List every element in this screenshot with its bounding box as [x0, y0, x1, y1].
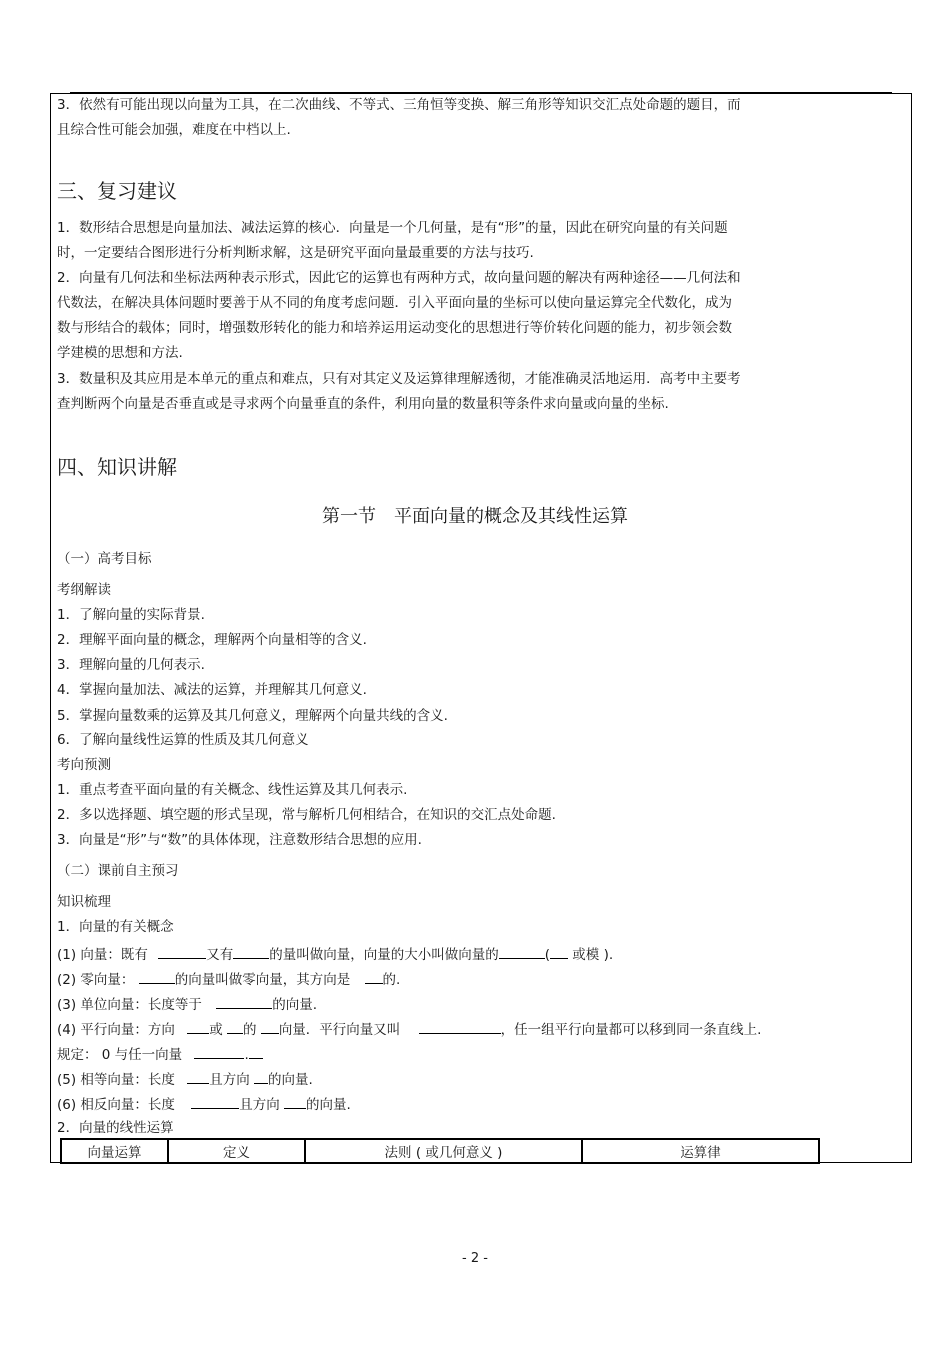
fill-blank [158, 944, 206, 959]
concept-text: 的向量. [268, 1072, 313, 1088]
syllabus-item: 6．了解向量线性运算的性质及其几何意义 [57, 732, 309, 748]
section-3-title: 三、复习建议 [57, 179, 177, 203]
syllabus-item: 2．理解平面向量的概念，理解两个向量相等的含义. [57, 632, 367, 648]
forecast-item: 3．向量是“形”与“数”的具体体现，注意数形结合思想的应用. [57, 832, 422, 848]
lesson-title: 第一节 平面向量的概念及其线性运算 [322, 506, 628, 527]
sec3-p2-line1: 2．向量有几何法和坐标法两种表示形式，因此它的运算也有两种方式，故向量问题的解决有两种途径——几何法和 [57, 270, 741, 286]
syllabus-item: 5．掌握向量数乘的运算及其几何意义，理解两个向量共线的含义. [57, 708, 448, 724]
concept-text: (6) 相反向量：长度 [57, 1097, 175, 1113]
concept-equal-line [57, 1069, 313, 1089]
syllabus-item: 3．理解向量的几何表示. [57, 657, 205, 673]
fill-blank [261, 1019, 279, 1034]
sec3-p3-line1: 3．数量积及其应用是本单元的重点和难点，只有对其定义及运算律理解透彻，才能准确灵活地运用．高考中主要考 [57, 371, 741, 387]
fill-blank [187, 1019, 209, 1034]
concept-opposite-line [57, 1094, 351, 1114]
concept-text: 的 [243, 1022, 257, 1038]
concept-text: 且方向 [239, 1097, 280, 1113]
concept-text: (4) 平行向量：方向 [57, 1022, 175, 1038]
fill-blank [254, 1069, 268, 1084]
table-header-row [61, 1139, 819, 1163]
concept-text: 的. [382, 972, 401, 988]
table-header-cell: 定义 [168, 1139, 305, 1163]
table-header-cell: 法则 ( 或几何意义 ) [305, 1139, 582, 1163]
concept-text: (5) 相等向量：长度 [57, 1072, 175, 1088]
sec3-p2-line2: 代数法，在解决具体问题时要善于从不同的角度考虑问题．引入平面向量的坐标可以使向量运算完全代数化，成为 [57, 295, 732, 311]
concept-text: ，任一组平行向量都可以移到同一条直线上. [500, 1022, 762, 1038]
fill-blank [550, 944, 568, 959]
forecast-item: 2．多以选择题、填空题的形式呈现，常与解析几何相结合，在知识的交汇点处命题. [57, 807, 556, 823]
fill-blank [187, 1069, 209, 1084]
concept-vector-line [57, 944, 613, 964]
concept-text: 的向量. [272, 997, 318, 1013]
knowledge-heading: 知识梳理 [57, 894, 111, 910]
fill-blank [191, 1094, 239, 1109]
concept-parallel-line [57, 1019, 761, 1039]
concept-text: 规定： 0 与任一向量 [57, 1047, 183, 1063]
concept-text: 且方向 [209, 1072, 250, 1088]
concept-text: ( [544, 947, 550, 963]
sec2-item3-line2: 且综合性可能会加强，难度在中档以上. [57, 122, 291, 138]
fill-blank [249, 1044, 263, 1059]
concept-text: 又有 [206, 947, 234, 963]
fill-blank [284, 1094, 306, 1109]
table-header-cell: 向量运算 [61, 1139, 168, 1163]
syllabus-item: 4．掌握向量加法、减法的运算，并理解其几何意义. [57, 682, 367, 698]
linear-ops-table [60, 1138, 820, 1164]
fill-blank [233, 944, 269, 959]
section-4-title: 四、知识讲解 [57, 455, 177, 479]
forecast-heading: 考向预测 [57, 757, 111, 773]
fill-blank [216, 994, 272, 1009]
concept-text: (3) 单位向量：长度等于 [57, 997, 202, 1013]
sec2-item3-line1: 3．依然有可能出现以向量为工具，在二次曲线、不等式、三角恒等变换、解三角形等知识交汇点处命题的题目，而 [57, 97, 741, 113]
page-number: - 2 - [462, 1251, 488, 1266]
fill-blank [419, 1019, 501, 1034]
concept-text: . [244, 1047, 249, 1063]
concept-text: 或 [209, 1022, 223, 1038]
concepts-heading: 1．向量的有关概念 [57, 919, 174, 935]
fill-blank [365, 969, 383, 984]
fill-blank [139, 969, 175, 984]
concept-text: 向量．平行向量又叫 [278, 1022, 401, 1038]
concept-text: 或模 ). [572, 947, 614, 963]
forecast-item: 1．重点考查平面向量的有关概念、线性运算及其几何表示. [57, 782, 408, 798]
syllabus-heading: 考纲解读 [57, 582, 111, 598]
sec3-p3-line2: 查判断两个向量是否垂直或是寻求两个向量垂直的条件，利用向量的数量积等条件求向量或向量的坐标. [57, 396, 669, 412]
preview-heading: （二）课前自主预习 [57, 863, 179, 879]
concept-unit-line [57, 994, 317, 1014]
linear-ops-heading: 2．向量的线性运算 [57, 1120, 174, 1136]
concept-parallel-rule-line [57, 1044, 263, 1064]
fill-blank [194, 1044, 244, 1059]
concept-text: 的向量叫做零向量，其方向是 [174, 972, 351, 988]
fill-blank [499, 944, 545, 959]
concept-text: 的量叫做向量，向量的大小叫做向量的 [269, 947, 499, 963]
concept-text: 的向量. [306, 1097, 351, 1113]
sec3-p2-line4: 学建模的思想和方法. [57, 345, 183, 361]
goal-heading: （一）高考目标 [57, 551, 152, 567]
sec3-p1-line2: 时，一定要结合图形进行分析判断求解，这是研究平面向量最重要的方法与技巧. [57, 245, 534, 261]
concept-text: (1) 向量：既有 [57, 947, 148, 963]
fill-blank [227, 1019, 243, 1034]
sec3-p1-line1: 1．数形结合思想是向量加法、减法运算的核心．向量是一个几何量，是有“形”的量，因此在研究向量的有关问题 [57, 220, 728, 236]
syllabus-item: 1．了解向量的实际背景. [57, 607, 205, 623]
concept-zero-line [57, 969, 400, 989]
concept-text: (2) 零向量： [57, 972, 135, 988]
sec3-p2-line3: 数与形结合的载体；同时，增强数形转化的能力和培养运用运动变化的思想进行等价转化问题的能力，初步领会数 [57, 320, 732, 336]
table-header-cell: 运算律 [582, 1139, 819, 1163]
